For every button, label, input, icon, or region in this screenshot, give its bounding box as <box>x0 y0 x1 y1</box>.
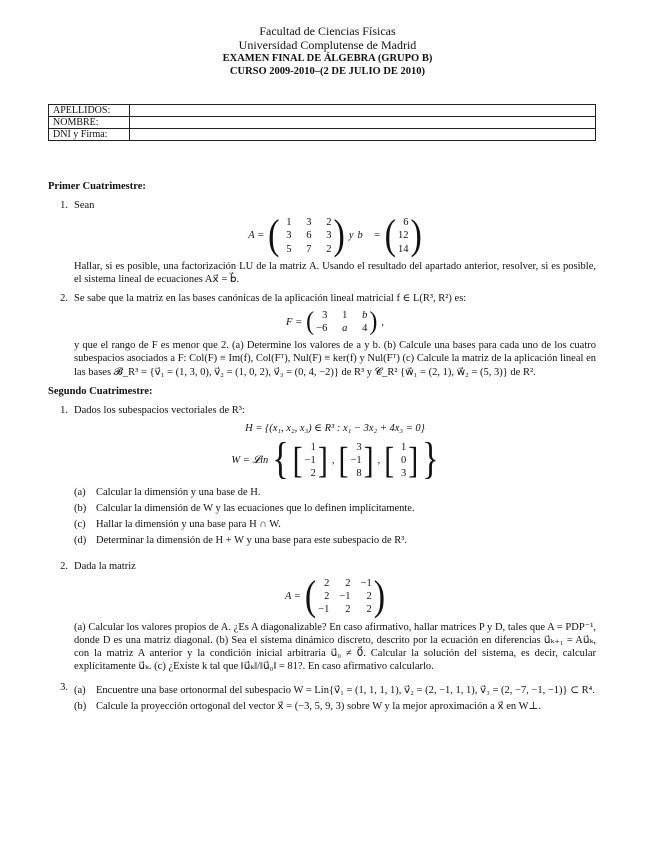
vector-cell: −1 <box>304 454 316 466</box>
right-bracket: ] <box>408 439 419 481</box>
vector-cell: −1 <box>350 454 362 466</box>
problem-intro: Sean <box>74 200 95 212</box>
vector-cell: 2 <box>310 467 316 479</box>
subquestion: (a) Calcular la dimensión y una base de H. <box>74 486 261 498</box>
matrix-cell: 3 <box>326 230 332 242</box>
vector-cell: 3 <box>400 467 407 479</box>
section-title-2: Segundo Cuatrimestre: <box>48 385 153 397</box>
vector-b <box>384 212 422 259</box>
vector-cell: 14 <box>397 243 409 255</box>
subquestion: (d) Determinar la dimensión de H + W y una base para este subespacio de R³. <box>74 534 408 546</box>
problem-intro: Dada la matriz <box>74 561 136 572</box>
problem-1-1 <box>48 199 596 286</box>
nombre-field[interactable] <box>130 117 596 129</box>
left-paren: ( <box>268 212 280 259</box>
subquestion-list <box>74 684 596 713</box>
vector-cell: 6 <box>403 217 409 229</box>
vector-cell: 0 <box>400 454 407 466</box>
subspace-h: H = {(x₁, x₂, x₃) ∈ R³ : x₁ − 3x₂ + 4x₃ = 0} <box>245 422 425 434</box>
nombre-label: NOMBRE: <box>49 117 130 129</box>
matrix-cell: 6 <box>306 230 312 242</box>
left-paren: ( <box>304 573 317 620</box>
comma: , <box>381 316 384 328</box>
left-bracket: [ <box>384 439 395 481</box>
right-paren: ) <box>410 212 422 259</box>
problem-1-2 <box>48 292 596 379</box>
vector-cell: 1 <box>400 441 407 453</box>
left-brace: { <box>272 435 289 484</box>
dni-field[interactable] <box>130 129 596 141</box>
vector-cell: 8 <box>356 467 362 479</box>
matrix-cell: 2 <box>345 578 351 590</box>
vector-cell: 3 <box>356 441 362 453</box>
matrix-equation <box>74 212 596 259</box>
matrix-cell: 1 <box>342 310 348 321</box>
matrix-cell: 7 <box>306 243 312 255</box>
exam-content <box>48 180 596 716</box>
matrix-cell: 2 <box>366 591 372 603</box>
subquestion: (b) Calcule la proyección ortogonal del vector x⃗ = (−3, 5, 9, 3) sobre W y la mejor aproximación a x⃗ en W⊥. <box>74 701 541 713</box>
matrix-cell: 3 <box>322 310 328 321</box>
section-title-1: Primer Cuatrimestre: <box>48 181 146 192</box>
matrix-cell: −1 <box>318 604 330 616</box>
student-id-box <box>48 104 596 141</box>
vector-w3 <box>384 441 418 480</box>
matrix-cell: −6 <box>316 323 328 335</box>
problem-number: 3. <box>60 682 68 693</box>
subquestion: (a) Encuentre una base ortonormal del subespacio W = Lin{v⃗₁ = (1, 1, 1, 1), v⃗₂ = (2, −1, 1, 1), v⃗₃ = (2, −7, −1, −1)} ⊂ R⁴. <box>74 685 595 696</box>
right-bracket: ] <box>363 439 374 481</box>
university-name: Universidad Complutense de Madrid <box>238 38 417 52</box>
matrix-cell: 3 <box>286 230 292 242</box>
subquestion-list <box>74 486 596 548</box>
matrix-cell: −1 <box>339 591 351 603</box>
matrix-cell: 2 <box>324 591 330 603</box>
left-paren: ( <box>306 307 315 337</box>
matrix-cell: 1 <box>286 217 292 229</box>
right-paren: ) <box>373 573 386 620</box>
problem-2-3 <box>48 681 596 716</box>
vector-w2 <box>338 441 373 480</box>
right-paren: ) <box>369 307 378 337</box>
problem-intro: Se sabe que la matriz en las bases canónicas de la aplicación lineal matricial f ∈ L(R³, R²) es: <box>74 292 467 304</box>
right-brace: } <box>422 435 439 484</box>
comma: , <box>377 454 381 466</box>
comma: , <box>331 454 335 466</box>
problem-2-1 <box>48 404 596 550</box>
matrix-a-label: A = <box>248 230 265 242</box>
left-bracket: [ <box>292 439 303 481</box>
matrix-cell: 2 <box>345 604 351 616</box>
problem-number: 2. <box>60 292 68 304</box>
matrix-a <box>268 212 345 259</box>
matrix-cell: 4 <box>362 323 368 335</box>
dni-label: DNI y Firma: <box>49 129 130 141</box>
left-bracket: [ <box>338 439 349 481</box>
subquestion: (b) Calcular la dimensión de W y las ecuaciones que lo definen implícitamente. <box>74 502 415 514</box>
matrix-cell: 2 <box>326 217 332 229</box>
exam-header <box>0 24 655 78</box>
problem-text: y que el rango de F es menor que 2. (a) Determine los valores de a y b. (b) Calcule una bases para cada uno de los cuatro subespacios asociados a F: Col(F) ≡ Im(f), Col(Fᵀ), Nul(F) ≡ ker(f) y Nul(Fᵀ) (c) Calcule la matriz de la aplicación lineal en las bases 𝓑_R³ = {v⃗₁ = (1, 3, 0), v⃗₂ = (1, 0, 2), v⃗₃ = (0, 4, −2)} de R³ y 𝓒_R² {w⃗₁ = (2, 1), w⃗₂ = (5, 3)} de R². <box>74 340 596 378</box>
matrix-cell: 2 <box>326 243 332 255</box>
problem-number: 2. <box>60 561 68 572</box>
matrix-equation <box>74 573 596 620</box>
problem-text: Hallar, si es posible, una factorización LU de la matriz A. Usando el resultado del apartado anterior, resolver, si es posible, el sistema lineal de ecuaciones Ax⃗ = b⃗. <box>74 260 596 285</box>
right-bracket: ] <box>317 439 328 481</box>
exam-date: CURSO 2009-2010–(2 DE JULIO DE 2010) <box>229 66 426 77</box>
vector-cell: 12 <box>397 230 409 242</box>
conjunction-y: y <box>348 230 354 242</box>
matrix-f <box>306 309 377 335</box>
matrix-cell: 2 <box>324 578 330 590</box>
matrix-equation <box>74 309 596 335</box>
matrix-cell: a <box>342 323 348 335</box>
problem-2-2 <box>48 560 596 673</box>
subquestion: (c) Hallar la dimensión y una base para H ∩ W. <box>74 518 281 530</box>
exam-title: EXAMEN FINAL DE ÁLGEBRA (GRUPO B) <box>222 53 433 64</box>
right-paren: ) <box>333 212 345 259</box>
vector-b-label: b⃗ = <box>357 230 381 242</box>
matrix-cell: 5 <box>286 243 292 255</box>
problem-intro: Dados los subespacios vectoriales de R³: <box>74 404 245 416</box>
subspace-w-label: W = 𝓛in <box>231 454 269 466</box>
apellidos-field[interactable] <box>130 105 596 117</box>
left-paren: ( <box>384 212 396 259</box>
problem-text: (a) Calcular los valores propios de A. ¿Es A diagonalizable? En caso afirmativo, hallar matrices P y D, tales que A = PDP⁻¹, donde D es una matriz diagonal. (b) Sea el sistema dinámico discreto, descrito por la ecuación en diferencias u⃗ₖ₊₁ = Au⃗ₖ, con la matriz A anterior y la condición inicial arbitraria u⃗₀ ≠ 0⃗. Calcular la solución del sistema, es decir, calcular explícitamente u⃗ₖ. (c) ¿Existe k tal que ‖u⃗ₖ‖/‖u⃗₀‖ = 81?. En caso afirmativo calcularlo. <box>74 621 596 672</box>
matrix-cell: −1 <box>360 578 372 590</box>
matrix-cell: 3 <box>306 217 312 229</box>
vector-cell: 1 <box>310 441 316 453</box>
problem-number: 1. <box>60 200 68 212</box>
vector-w1 <box>293 441 328 480</box>
faculty-name: Facultad de Ciencias Físicas <box>259 24 396 38</box>
matrix-a-label: A = <box>284 591 301 603</box>
matrix-a <box>304 573 386 620</box>
matrix-cell: b <box>362 310 368 321</box>
problem-number: 1. <box>60 404 68 416</box>
subspace-w <box>74 435 596 484</box>
apellidos-label: APELLIDOS: <box>49 105 130 117</box>
matrix-f-label: F = <box>286 316 303 328</box>
matrix-cell: 2 <box>366 604 372 616</box>
